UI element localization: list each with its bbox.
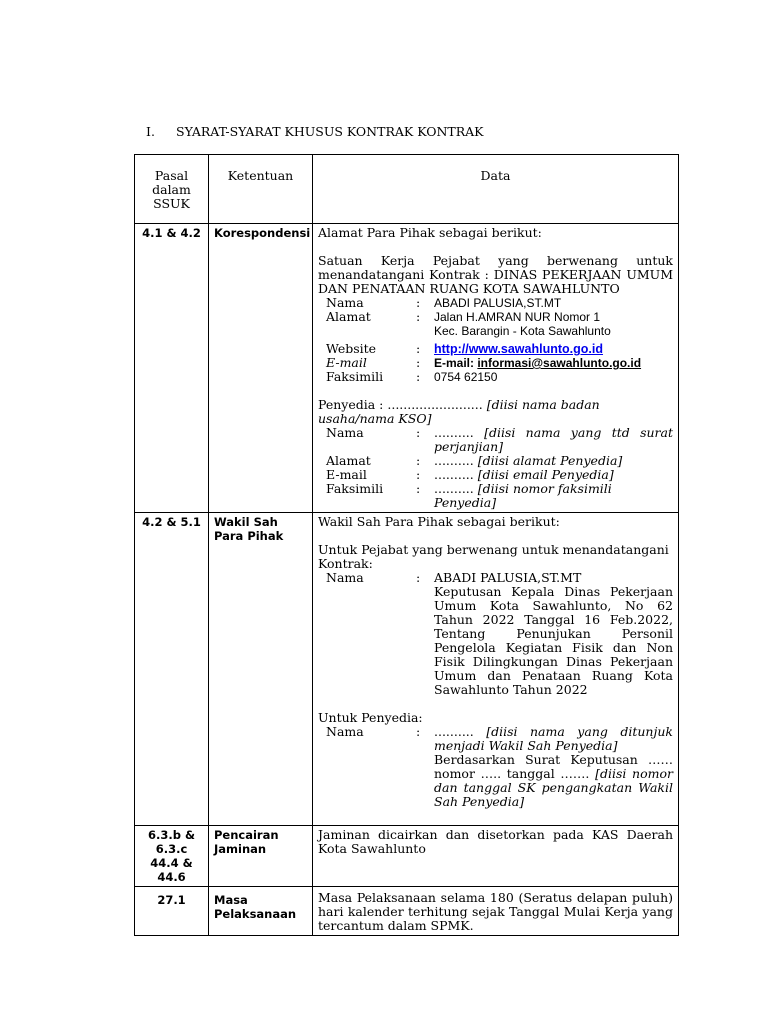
- header-pasal: [135, 155, 209, 224]
- section-number: I.: [146, 124, 155, 139]
- penyedia-email: E-mail : .......... [diisi email Penyedia]: [326, 467, 614, 482]
- data-cell: [313, 513, 679, 826]
- table-header-row: [135, 155, 679, 224]
- table-row-masa-pelaksanaan: [135, 887, 679, 936]
- field-nama: Nama : ABADI PALUSIA,ST.MT: [326, 295, 562, 310]
- email-link[interactable]: informasi@sawahlunto.go.id: [477, 356, 642, 370]
- section-title: SYARAT-SYARAT KHUSUS KONTRAK KONTRAK: [176, 124, 484, 139]
- penyedia-berdasarkan: Berdasarkan Surat Keputusan …… nomor ….. tanggal ……. [diisi nomor dan tanggal SK pengangkatan Wakil Sah Penyedia]: [434, 752, 673, 809]
- pasal-cell: 6.3.b & 6.3.c 44.4 & 44.6: [135, 826, 209, 887]
- penyedia-faksimili: Faksimili : .......... [diisi nomor faksimili Penyedia]: [326, 481, 612, 510]
- field-website: Website : http://www.sawahlunto.go.id: [326, 341, 603, 356]
- header-pasal-line: SSUK: [153, 196, 190, 211]
- section-heading: [146, 124, 484, 139]
- header-pasal-line: Pasal: [154, 168, 189, 183]
- website-link[interactable]: http://www.sawahlunto.go.id: [434, 342, 603, 356]
- header-pasal-line: dalam: [152, 182, 191, 197]
- ketentuan-cell: Masa Pelaksanaan: [209, 887, 313, 936]
- pasal-cell: 4.1 & 4.2: [135, 224, 209, 513]
- field-faksimili: Faksimili : 0754 62150: [326, 369, 498, 384]
- penyedia-nama: Nama : .......... [diisi nama yang ttd surat perjanjian]: [326, 425, 673, 454]
- data-cell: Masa Pelaksanaan selama 180 (Seratus delapan puluh) hari kalender terhitung sejak Tanggal Mulai Kerja yang tercantum dalam SPMK.: [313, 887, 679, 936]
- pejabat-text: Untuk Pejabat yang berwenang untuk menandatangani Kontrak:: [318, 542, 669, 571]
- penyedia-alamat: Alamat : .......... [diisi alamat Penyedia]: [326, 453, 623, 468]
- table-row-pencairan-jaminan: [135, 826, 679, 887]
- ketentuan-cell: Pencairan Jaminan: [209, 826, 313, 887]
- table-row-wakil-sah: [135, 513, 679, 826]
- pasal-cell: 27.1: [135, 887, 209, 936]
- satuan-kerja-text: Satuan Kerja Pejabat yang berwenang untuk menandatangani Kontrak : DINAS PEKERJAAN UMUM DAN PENATAAN RUANG KOTA SAWAHLUNTO: [318, 253, 673, 296]
- wakil-sah-intro: Wakil Sah Para Pihak sebagai berikut:: [318, 514, 560, 529]
- pejabat-nama: Nama : ABADI PALUSIA,ST.MT: [326, 570, 582, 585]
- data-cell: Jaminan dicairkan dan disetorkan pada KAS Daerah Kota Sawahlunto: [313, 826, 679, 887]
- ssuk-table: [134, 154, 679, 936]
- penyedia-nama: Nama : .......... [diisi nama yang ditunjuk menjadi Wakil Sah Penyedia]: [326, 724, 673, 753]
- header-data: Data: [313, 155, 679, 224]
- penyedia-text: Untuk Penyedia:: [318, 710, 423, 725]
- ketentuan-cell: Korespondensi: [209, 224, 313, 513]
- table-row-korespondensi: [135, 224, 679, 513]
- header-ketentuan: Ketentuan: [209, 155, 313, 224]
- pasal-cell: 4.2 & 5.1: [135, 513, 209, 826]
- korespondensi-intro: Alamat Para Pihak sebagai berikut:: [318, 225, 542, 240]
- pejabat-keputusan: Keputusan Kepala Dinas Pekerjaan Umum Kota Sawahlunto, No 62 Tahun 2022 Tanggal 16 Feb.2022, Tentang Penunjukan Personil Pengelola Kegiatan Fisik dan Non Fisik Dilingkungan Dinas Pekerjaan Umum dan Penataan Ruang Kota Sawahlunto Tahun 2022: [434, 584, 673, 697]
- ketentuan-cell: Wakil Sah Para Pihak: [209, 513, 313, 826]
- field-alamat: Alamat : Jalan H.AMRAN NUR Nomor 1 Kec. Barangin - Kota Sawahlunto: [326, 309, 611, 338]
- data-cell: [313, 224, 679, 513]
- penyedia-line: Penyedia : ........................ [diisi nama badan usaha/nama KSO]: [318, 397, 600, 426]
- field-email: E-mail : E-mail: informasi@sawahlunto.go.id: [326, 355, 642, 370]
